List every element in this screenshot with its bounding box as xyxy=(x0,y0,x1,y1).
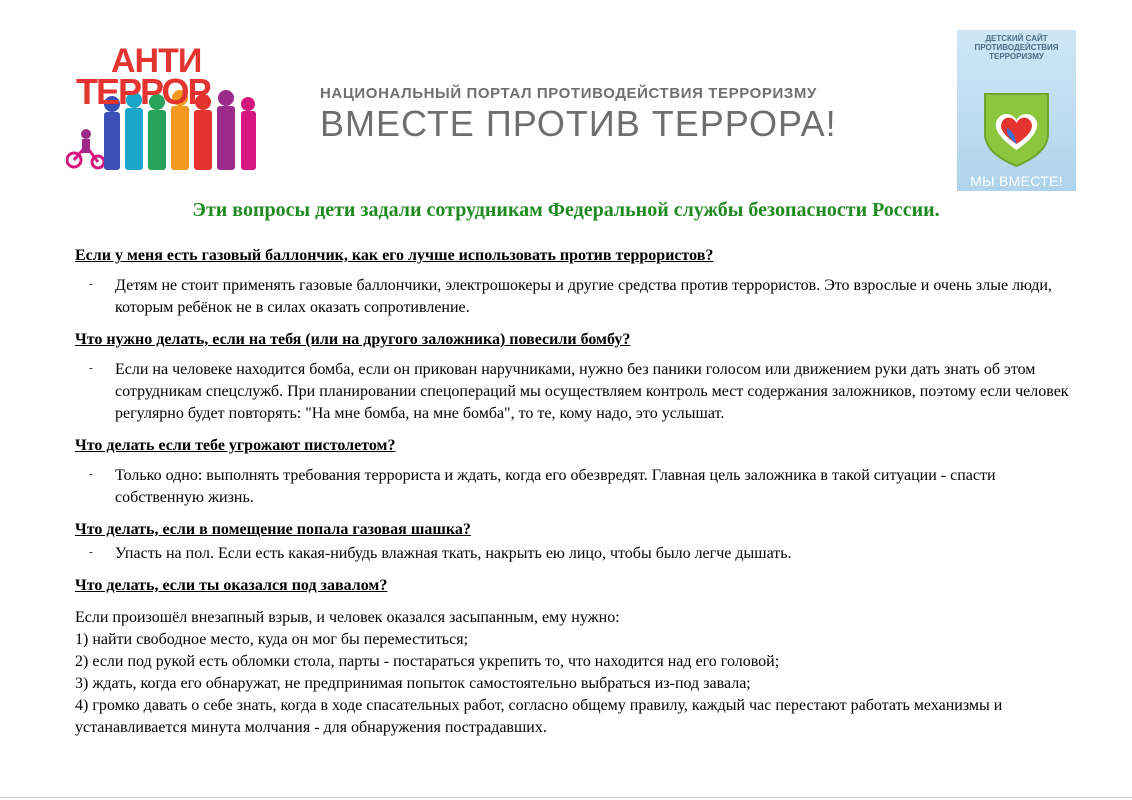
qa-block xyxy=(75,435,1075,509)
page-title: Эти вопросы дети задали сотрудникам Федеральной службы безопасности России. xyxy=(192,199,940,221)
badge-caption xyxy=(957,34,1076,61)
question: Если у меня есть газовый баллончик, как его лучше использовать против террористов? xyxy=(75,247,714,264)
answer xyxy=(75,465,1075,509)
kids-site-badge xyxy=(957,30,1076,191)
rubble-step: 3) ждать, когда его обнаружат, не предпринимая попыток самостоятельно выбраться из-под завала; xyxy=(75,675,751,692)
question: Что делать, если в помещение попала газовая шашка? xyxy=(75,521,471,538)
qa-block xyxy=(75,329,1075,425)
badge-caption-line1: ДЕТСКИЙ САЙТ xyxy=(985,34,1048,43)
answer-text: Детям не стоит применять газовые баллончики, электрошокеры и другие средства против террористов. Это взрослые и очень злые люди, которым ребёнок не в силах оказать сопротивление. xyxy=(115,277,1052,316)
rubble-step: 2) если под рукой есть обломки стола, парты - постараться укрепить то, что находится над его головой; xyxy=(75,653,780,670)
badge-slogan: МЫ ВМЕСТЕ! xyxy=(970,173,1063,189)
badge-caption-line3: ТЕРРОРИЗМУ xyxy=(989,52,1044,61)
bullet-marker: - xyxy=(89,362,93,374)
bullet-marker: - xyxy=(89,278,93,290)
rubble-intro: Если произошёл внезапный взрыв, и человек оказался засыпанным, ему нужно: xyxy=(75,609,620,626)
answer xyxy=(75,275,1075,319)
bullet-marker: - xyxy=(89,468,93,480)
rubble-step: 1) найти свободное место, куда он мог бы переместиться; xyxy=(75,631,469,648)
question: Что делать, если ты оказался под завалом? xyxy=(75,577,388,594)
portal-heading xyxy=(320,85,880,155)
antiterror-logo-graphic xyxy=(66,42,266,177)
answer xyxy=(75,543,1075,565)
antiterror-logo xyxy=(66,42,266,177)
question: Что нужно делать, если на тебя (или на другого заложника) повесили бомбу? xyxy=(75,331,631,348)
portal-title: ВМЕСТЕ ПРОТИВ ТЕРРОРА! xyxy=(320,103,837,144)
svg-text:АНТИ: АНТИ xyxy=(111,42,202,80)
answer xyxy=(75,359,1075,425)
question: Что делать если тебе угрожают пистолетом? xyxy=(75,437,396,454)
bullet-marker: - xyxy=(89,546,93,558)
qa-block xyxy=(75,519,1075,565)
answer-text: Только одно: выполнять требования террориста и ждать, когда его обезвредят. Главная цель заложника в такой ситуации - спасти собственную жизнь. xyxy=(115,467,996,506)
qa-block-rubble xyxy=(75,575,1075,739)
heart-shield-icon xyxy=(979,90,1054,173)
qa-content xyxy=(75,245,1075,749)
qa-block xyxy=(75,245,1075,319)
answer-text: Упасть на пол. Если есть какая-нибудь влажная ткать, накрыть ею лицо, чтобы было легче дышать. xyxy=(115,545,792,562)
page-bottom-divider xyxy=(0,797,1132,798)
rubble-step: 4) громко давать о себе знать, когда в ходе спасательных работ, согласно общему правилу, каждый час перестают работать механизмы и устанавливается минута молчания - для обнаружения пострадавших. xyxy=(75,697,1003,736)
svg-text:ТЕРРОР: ТЕРРОР xyxy=(76,71,210,112)
badge-caption-line2: ПРОТИВОДЕЙСТВИЯ xyxy=(974,43,1059,52)
answer-text: Если на человеке находится бомба, если он прикован наручниками, нужно без паники голосом или движением руки дать знать об этом сотрудникам спецслужб. При планировании спецопераций мы осуществляем контроль мест содержания заложников, поэтому если человек регулярно будет повторять: "На мне бомба, на мне бомба", то те, кому надо, это услышат. xyxy=(115,361,1069,422)
portal-subtitle: НАЦИОНАЛЬНЫЙ ПОРТАЛ ПРОТИВОДЕЙСТВИЯ ТЕРРОРИЗМУ xyxy=(320,85,817,102)
